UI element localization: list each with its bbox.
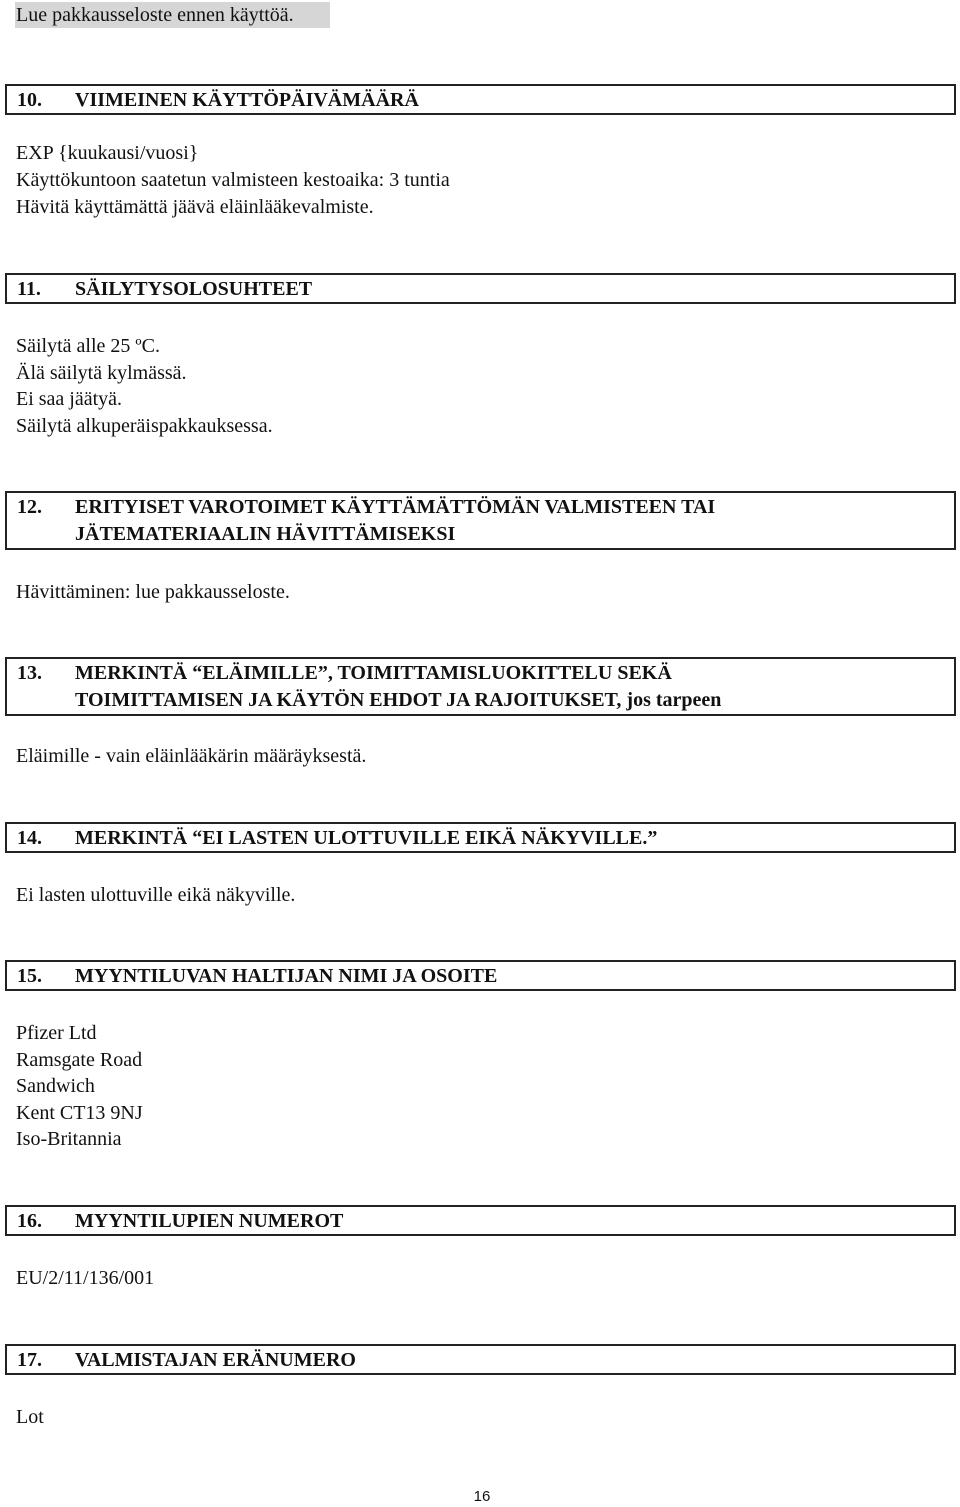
section-10-line: Käyttökuntoon saatetun valmisteen kestoaika: 3 tuntia [16, 169, 450, 191]
section-10-line: Hävitä käyttämättä jäävä eläinlääkevalmiste. [16, 196, 374, 218]
section-17-line: Lot [16, 1406, 44, 1428]
address-line: Ramsgate Road [16, 1049, 143, 1071]
address-line: Kent CT13 9NJ [16, 1102, 143, 1124]
section-number: 14. [17, 827, 42, 849]
section-title-line: TOIMITTAMISEN JA KÄYTÖN EHDOT JA RAJOITUKSET, jos tarpeen [75, 689, 722, 711]
section-number: 15. [17, 965, 42, 987]
section-11-line: Säilytä alle 25 ºC. [16, 335, 160, 357]
section-title: MYYNTILUVAN HALTIJAN NIMI JA OSOITE [75, 965, 498, 987]
section-number: 11. [17, 278, 41, 300]
section-number: 16. [17, 1210, 42, 1232]
section-14-header [5, 822, 956, 853]
section-16-header [5, 1205, 956, 1236]
section-title-line: MERKINTÄ “ELÄIMILLE”, TOIMITTAMISLUOKITTELU SEKÄ [75, 662, 672, 684]
section-15-header [5, 960, 956, 991]
address-line: Iso-Britannia [16, 1128, 122, 1150]
section-number: 10. [17, 89, 42, 111]
section-16-line: EU/2/11/136/001 [16, 1267, 155, 1289]
section-11-line: Älä säilytä kylmässä. [16, 362, 187, 384]
section-title: MYYNTILUPIEN NUMEROT [75, 1210, 344, 1232]
section-17-header [5, 1344, 956, 1375]
section-number: 13. [17, 662, 42, 684]
section-13-header [5, 657, 956, 716]
section-title: SÄILYTYSOLOSUHTEET [75, 278, 313, 300]
page-number: 16 [473, 1488, 491, 1505]
section-title: VIIMEINEN KÄYTTÖPÄIVÄMÄÄRÄ [75, 89, 419, 111]
section-title: MERKINTÄ “EI LASTEN ULOTTUVILLE EIKÄ NÄKYVILLE.” [75, 827, 658, 849]
section-11-header [5, 273, 956, 304]
section-title-line: ERITYISET VAROTOIMET KÄYTTÄMÄTTÖMÄN VALMISTEEN TAI [75, 496, 716, 518]
section-11-line: Ei saa jäätyä. [16, 388, 123, 410]
section-title: VALMISTAJAN ERÄNUMERO [75, 1349, 356, 1371]
section-title-line: JÄTEMATERIAALIN HÄVITTÄMISEKSI [75, 523, 456, 545]
address-line: Pfizer Ltd [16, 1022, 97, 1044]
address-line: Sandwich [16, 1075, 95, 1097]
section-12-header [5, 491, 956, 550]
section-13-line: Eläimille - vain eläinlääkärin määräyksestä. [16, 745, 367, 767]
section-12-line: Hävittäminen: lue pakkausseloste. [16, 581, 290, 603]
top-note: Lue pakkausseloste ennen käyttöä. [16, 4, 294, 26]
section-number: 12. [17, 496, 42, 518]
section-10-header [5, 84, 956, 115]
section-number: 17. [17, 1349, 42, 1371]
section-11-line: Säilytä alkuperäispakkauksessa. [16, 415, 273, 437]
section-14-line: Ei lasten ulottuville eikä näkyville. [16, 884, 296, 906]
section-10-line: EXP {kuukausi/vuosi} [16, 142, 199, 164]
